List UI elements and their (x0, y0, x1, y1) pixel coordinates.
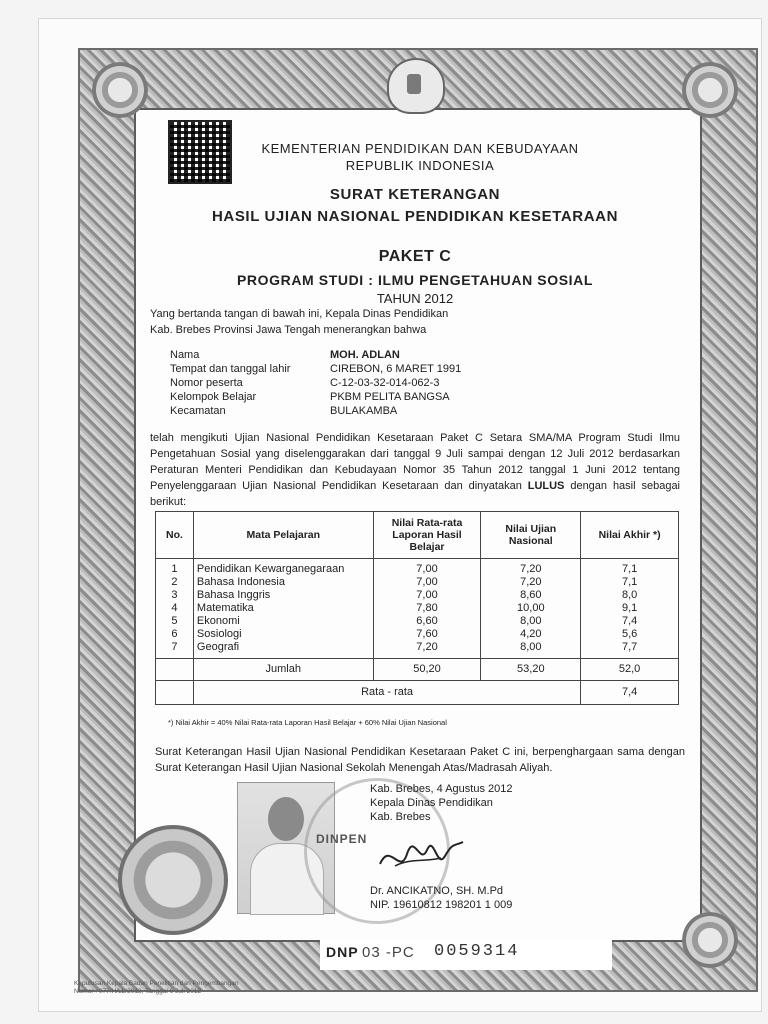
statement-text: telah mengikuti Ujian Nasional Pendidikan Kesetaraan Paket C Setara SMA/MA Program Studi Ilmu Pengetahuan Sosial yang diselenggarakan dari tanggal 9 Juli sampai dengan 12 Juli 2012 berdasarkan Peraturan Menteri Pendidikan dan Kebudayaan Nomor 35 Tahun 2012 tanggal 1 Juni 2012 tentang Penyelenggaraan Ujian Nasional Pendidikan Kesetaraan dan dinyatakan LULUS dengan hasil sebagai berikut: (150, 432, 681, 508)
document-title: SURAT KETERANGAN (329, 186, 501, 203)
year-label: TAHUN 2012 (376, 291, 454, 306)
average-akhir: 7,4 (581, 681, 679, 705)
corner-rosette-icon (92, 62, 148, 118)
info-row (170, 404, 461, 418)
total-row (156, 659, 679, 681)
total-lhb: 50,20 (373, 659, 481, 681)
footnote: *) Nilai Akhir = 40% Nilai Rata-rata Laporan Hasil Belajar + 60% Nilai Ujian Nasional (168, 718, 447, 727)
total-un: 53,20 (481, 659, 581, 681)
signature-block: Kab. Brebes, 4 Agustus 2012 Kepala Dinas Pendidikan Kab. Brebes (370, 783, 513, 823)
info-value: CIREBON, 6 MARET 1991 (330, 363, 462, 375)
total-akhir: 52,0 (581, 659, 679, 681)
corner-rosette-icon (682, 62, 738, 118)
info-label: Tempat dan tanggal lahir (170, 363, 291, 375)
column-header: Nilai Akhir *) (581, 512, 679, 559)
total-label: Jumlah (193, 659, 373, 681)
qr-code-icon (168, 120, 232, 184)
serial-prefix: DNP (326, 944, 359, 960)
info-label: Kelompok Belajar (170, 391, 257, 403)
info-label: Kecamatan (170, 405, 226, 417)
info-label: Nama (170, 349, 200, 361)
info-value: MOH. ADLAN (330, 349, 400, 361)
info-row (170, 362, 461, 376)
corner-rosette-icon (682, 912, 738, 968)
result-label: LULUS (527, 480, 565, 492)
average-row (156, 681, 679, 705)
serial-code: 03 -PC (362, 944, 415, 961)
paket-label: PAKET C (378, 248, 452, 265)
document-subtitle: HASIL UJIAN NASIONAL PENDIDIKAN KESETARAAN (211, 208, 619, 225)
table-header-row (156, 512, 679, 559)
stamp-text: DINPEN (316, 832, 368, 846)
info-value: PKBM PELITA BANGSA (330, 391, 450, 403)
ornamental-seal-icon (118, 825, 228, 935)
info-value: C-12-03-32-014-062-3 (330, 377, 440, 389)
ministry-heading: KEMENTERIAN PENDIDIKAN DAN KEBUDAYAAN REPUBLIK INDONESIA (261, 141, 579, 173)
bottom-note: Keputusan Kepala Badan Penelitian dan Pengembangan Nomor : 077/H/LL/2012, Tanggal 6 Juli 2012 (74, 980, 239, 995)
column-header: No. (156, 512, 194, 559)
garuda-emblem-icon (387, 58, 445, 114)
info-row (170, 348, 461, 362)
signer-block: Dr. ANCIKATNO, SH. M.Pd NIP. 19610812 198201 1 009 (370, 885, 513, 911)
handwritten-signature (375, 836, 465, 876)
grades-table (155, 511, 679, 705)
column-header: Mata Pelajaran (193, 512, 373, 559)
average-label: Rata - rata (193, 681, 580, 705)
serial-number: 0059314 (434, 942, 520, 961)
program-label: PROGRAM STUDI : ILMU PENGETAHUAN SOSIAL (236, 272, 594, 288)
student-info (170, 348, 461, 418)
info-row (170, 376, 461, 390)
closing-text: Surat Keterangan Hasil Ujian Nasional Pendidikan Kesetaraan Paket C ini, berpenghargaan sama dengan Surat Keterangan Hasil Ujian Nasional Sekolah Menengah Atas/Madrasah Aliyah. (155, 746, 685, 774)
column-header: Nilai Rata-rata Laporan Hasil Belajar (373, 512, 481, 559)
table-row: 1 2 3 4 5 6 7 Pendidikan Kewarganegaraan Bahasa Indonesia Bahasa Inggris Matematika Ekonomi Sosiologi Geografi 7,00 7,00 7,00 7,80 6,60 7,60 7,20 7,20 7,20 8,60 10,00 8,00 4,20 8,00 7,1 7,1 8,0 9,1 7,4 5,6 7,7 (156, 559, 679, 659)
info-value: BULAKAMBA (330, 405, 398, 417)
column-header: Nilai Ujian Nasional (481, 512, 581, 559)
info-row (170, 390, 461, 404)
info-label: Nomor peserta (170, 377, 243, 389)
intro-text: Yang bertanda tangan di bawah ini, Kepala Dinas Pendidikan Kab. Brebes Provinsi Jawa Tengah menerangkan bahwa (150, 308, 449, 336)
